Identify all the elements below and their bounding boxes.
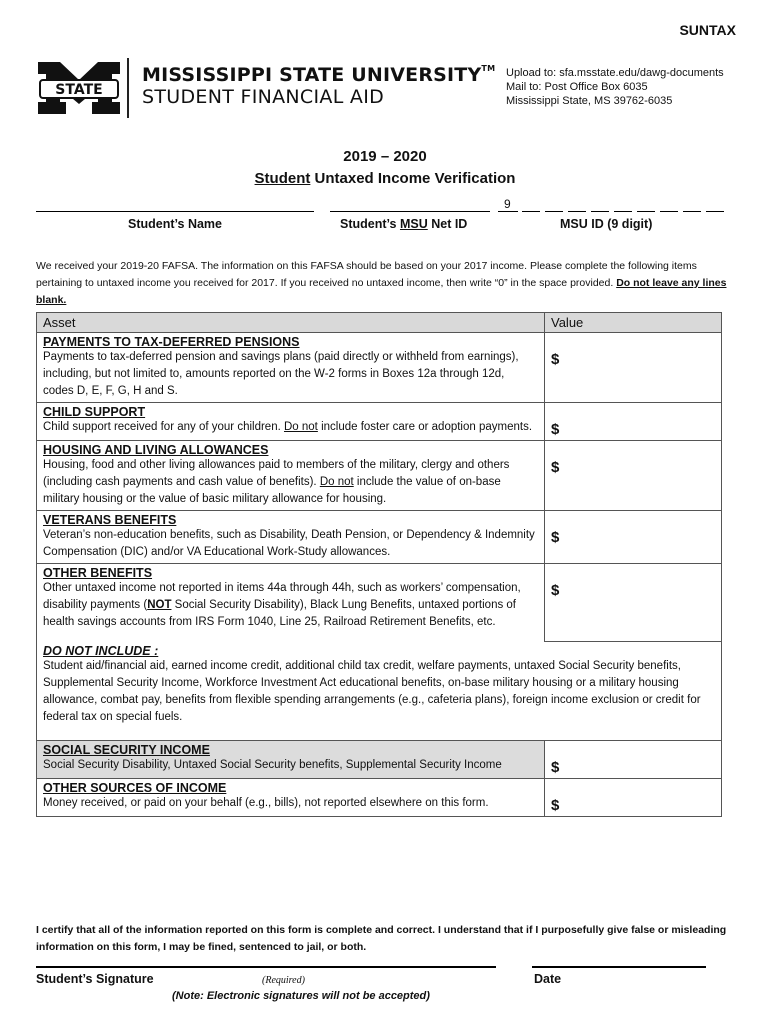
department-name: STUDENT FINANCIAL AID <box>142 86 385 108</box>
submission-address <box>506 66 724 108</box>
table-row <box>37 511 722 564</box>
table-row <box>37 740 722 778</box>
city-address: Mississippi State, MS 39762-6035 <box>506 95 673 107</box>
date-field[interactable] <box>532 966 706 968</box>
msu-id-label: MSU ID (9 digit) <box>560 217 653 231</box>
msu-id-prefix: 9 <box>504 197 511 211</box>
untaxed-income-table <box>36 312 722 817</box>
header-divider <box>127 58 129 118</box>
form-code: SUNTAX <box>679 22 736 38</box>
dollar-sign: $ <box>551 758 560 776</box>
row-description: Payments to tax-deferred pension and savings plans (paid directly or withheld from earnings), including, but not limited to, amounts reported on the W-2 forms in Boxes 12a through 12d, codes D, E, F, G, H and S. <box>43 351 519 397</box>
row-description: Social Security Disability, Untaxed Social Security benefits, Supplemental Security Income <box>43 758 502 771</box>
dollar-sign: $ <box>551 421 560 438</box>
table-row <box>37 564 722 642</box>
dollar-sign: $ <box>551 351 560 368</box>
university-name: MISSISSIPPI STATE UNIVERSITY™ <box>142 64 496 86</box>
student-name-field[interactable] <box>36 211 314 212</box>
signature-field[interactable] <box>36 966 496 968</box>
row-title: SOCIAL SECURITY INCOME <box>43 742 210 757</box>
intro-emphasis: Do not leave any lines blank. <box>36 277 727 306</box>
msu-id-field[interactable] <box>498 197 724 213</box>
do-not-include-row <box>37 641 722 740</box>
dollar-sign: $ <box>551 796 560 814</box>
table-row <box>37 778 722 816</box>
dollar-sign: $ <box>551 582 560 599</box>
row-title: OTHER SOURCES OF INCOME <box>43 780 227 795</box>
row-description: Money received, or paid on your behalf (e.g., bills), not reported elsewhere on this form. <box>43 796 489 809</box>
mail-address: Mail to: Post Office Box 6035 <box>506 81 648 93</box>
social-security-value-field[interactable] <box>545 740 722 778</box>
net-id-field[interactable] <box>330 211 490 212</box>
row-description: Child support received for any of your children. Do not include foster care or adoption payments. <box>43 421 533 433</box>
intro-paragraph: We received your 2019-20 FAFSA. The information on this FAFSA should be based on your 2017 income. Please complete the following items pertaining to untaxed income you received for 2017. If you received no untaxed income, then write “0” in the space provided. Do not leave any lines blank. <box>36 260 727 306</box>
msu-m-logo-icon <box>36 58 122 118</box>
other-sources-value-field[interactable] <box>545 778 722 816</box>
date-label: Date <box>534 972 562 986</box>
table-row <box>37 441 722 511</box>
row-title: OTHER BENEFITS <box>43 566 153 580</box>
signature-label: Student’s Signature <box>36 972 154 986</box>
dollar-sign: $ <box>551 459 560 476</box>
housing-value-field[interactable] <box>545 441 722 511</box>
upload-url[interactable]: Upload to: sfa.msstate.edu/dawg-documents <box>506 67 724 79</box>
row-title: HOUSING AND LIVING ALLOWANCES <box>43 443 269 457</box>
row-description: Housing, food and other living allowances paid to members of the military, clergy and others (including cash payments and cash value of benefits). Do not include the value of on-base military housing or the value of basic military allowance for housing. <box>43 459 510 505</box>
table-row <box>37 403 722 441</box>
value-column-header: Value <box>545 313 722 333</box>
do-not-include-description: Student aid/financial aid, earned income credit, additional child tax credit, welfare payments, untaxed Social Security benefits, Supplemental Security Income, Workforce Investment Act educational benefits, on-base military housing or a military housing allowance, combat pay, benefits from flexible spending arrangements (e.g., cafeteria plans), foreign income exclusion or credit for federal tax on special fuels. <box>43 659 701 723</box>
row-description: Other untaxed income not reported in items 44a through 44h, such as workers’ compensation, disability payments (NOT Social Security Disability), Black Lung Benefits, untaxed portions of health savings accounts from IRS Form 1040, Line 25, Railroad Retirement Benefits, etc. <box>43 582 521 628</box>
student-name-label: Student’s Name <box>128 217 223 231</box>
row-description: Veteran’s non-education benefits, such as Disability, Death Pension, or Dependency & Indemnity Compensation (DIC) and/or VA Educational Work-Study allowances. <box>43 529 535 558</box>
net-id-label: Student’s MSU Net ID <box>340 217 468 231</box>
do-not-include-title: DO NOT INCLUDE : <box>43 643 159 658</box>
child-support-value-field[interactable] <box>545 403 722 441</box>
table-header-row <box>37 313 722 333</box>
table-row <box>37 333 722 403</box>
required-note: (Required) <box>262 975 305 986</box>
row-title: CHILD SUPPORT <box>43 405 146 419</box>
pension-value-field[interactable] <box>545 333 722 403</box>
row-title: VETERANS BENEFITS <box>43 513 177 527</box>
msu-logo <box>36 58 122 118</box>
aid-year: 2019 – 2020 <box>343 148 427 165</box>
dollar-sign: $ <box>551 529 560 546</box>
other-benefits-value-field[interactable] <box>545 564 722 642</box>
row-title: PAYMENTS TO TAX-DEFERRED PENSIONS <box>43 335 300 349</box>
certification-statement: I certify that all of the information reported on this form is complete and correct. I understand that if I purposefully give false or misleading information on this form, I may be fined, sentenced to jail, or both. <box>36 924 727 953</box>
asset-column-header: Asset <box>37 313 545 333</box>
veterans-value-field[interactable] <box>545 511 722 564</box>
logo-text: STATE <box>55 82 103 98</box>
trademark: TM <box>481 64 496 73</box>
form-title: Student Untaxed Income Verification <box>254 170 516 187</box>
electronic-signature-note: (Note: Electronic signatures will not be accepted) <box>172 990 430 1002</box>
